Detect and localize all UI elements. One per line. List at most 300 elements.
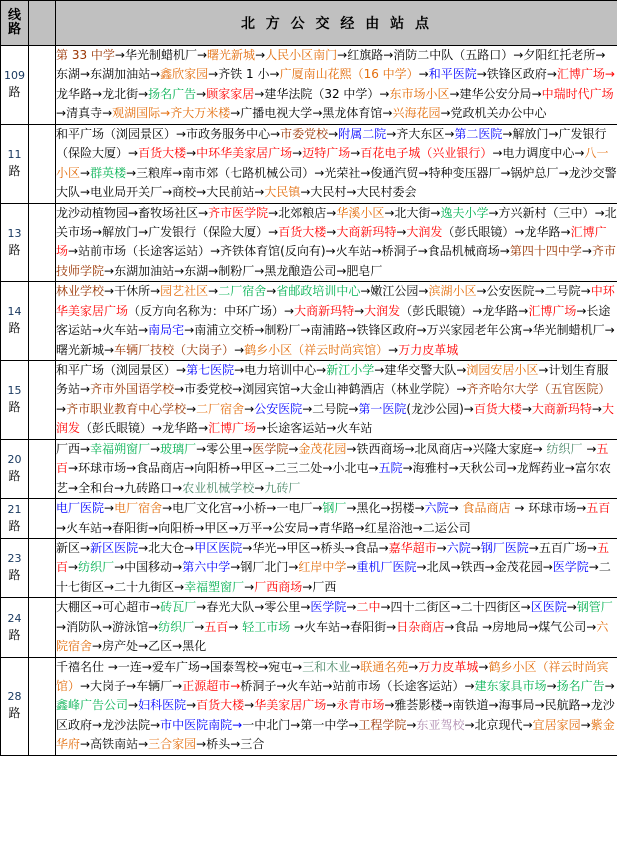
station-name: 第一中学 bbox=[300, 717, 349, 732]
arrow-separator: → bbox=[269, 67, 280, 82]
station-name: 齐市外国语学校 bbox=[90, 382, 175, 397]
station-name: (龙沙公园) bbox=[406, 401, 464, 416]
arrow-separator: → bbox=[198, 205, 209, 220]
station-name: 火车站 bbox=[66, 520, 103, 535]
arrow-separator: → bbox=[580, 698, 591, 713]
route-spacer-cell bbox=[29, 282, 56, 361]
arrow-separator: → bbox=[232, 382, 243, 397]
arrow-separator: → bbox=[368, 461, 379, 476]
arrow-separator: → bbox=[258, 659, 269, 674]
arrow-separator: → bbox=[514, 501, 525, 516]
arrow-separator: → bbox=[300, 323, 311, 338]
arrow-separator: → bbox=[522, 717, 533, 732]
arrow-separator: → bbox=[384, 205, 395, 220]
station-name: 六院宿舍 bbox=[56, 619, 609, 654]
station-sequence bbox=[56, 440, 617, 498]
station-name: （彭氏眼镜） bbox=[80, 421, 153, 436]
arrow-separator: → bbox=[388, 342, 399, 357]
arrow-separator: → bbox=[138, 737, 149, 752]
station-name: 新区 bbox=[56, 540, 81, 555]
route-stations-cell[interactable] bbox=[56, 203, 617, 282]
arrow-separator: → bbox=[255, 48, 266, 62]
station-name: 齐大东区 bbox=[396, 126, 445, 141]
station-name: 大棚区 bbox=[56, 600, 93, 615]
arrow-separator: → bbox=[414, 501, 425, 516]
station-name: 华光制蜡机厂 bbox=[532, 323, 605, 338]
station-name: 二中 bbox=[356, 600, 381, 615]
arrow-separator: → bbox=[174, 579, 185, 594]
station-name: 房地局 bbox=[492, 619, 529, 634]
arrow-separator: → bbox=[476, 284, 487, 299]
station-name: 千禧名仕 bbox=[56, 659, 108, 674]
station-sequence bbox=[56, 658, 617, 755]
arrow-separator: → bbox=[476, 67, 487, 82]
station-name: 五百 bbox=[56, 540, 609, 575]
arrow-separator: → bbox=[150, 600, 161, 615]
arrow-separator: → bbox=[532, 441, 543, 456]
arrow-separator: → bbox=[513, 48, 524, 62]
arrow-separator: → bbox=[288, 560, 299, 575]
station-name: 钢厂 bbox=[322, 501, 347, 516]
station-name: 工程学院 bbox=[358, 717, 407, 732]
arrow-separator: → bbox=[534, 698, 545, 713]
station-name: 附属二院 bbox=[338, 126, 387, 141]
arrow-separator: → bbox=[326, 224, 337, 239]
arrow-separator: → bbox=[184, 461, 195, 476]
arrow-separator: → bbox=[162, 185, 173, 200]
station-name: 解放门 bbox=[512, 126, 549, 141]
arrow-separator: → bbox=[230, 737, 241, 752]
station-name: 扬名广告 bbox=[556, 679, 605, 693]
arrow-separator: → bbox=[266, 501, 277, 516]
station-name: 商校 bbox=[172, 185, 197, 200]
station-name: 东湖加油站 bbox=[114, 263, 175, 278]
arrow-separator: → bbox=[92, 639, 103, 654]
arrow-separator: → bbox=[456, 382, 467, 397]
route-unit: 路 bbox=[8, 568, 21, 583]
arrow-separator: → bbox=[234, 342, 245, 357]
route-number-cell[interactable] bbox=[1, 657, 29, 755]
arrow-separator: → bbox=[270, 126, 281, 141]
station-name: 区医院 bbox=[530, 600, 567, 615]
arrow-separator: → bbox=[292, 146, 303, 161]
station-name: 汇博广场 bbox=[208, 421, 257, 436]
arrow-separator: → bbox=[68, 560, 79, 575]
arrow-separator: → bbox=[292, 659, 303, 674]
arrow-separator: → bbox=[326, 421, 337, 436]
arrow-separator: → bbox=[546, 67, 557, 82]
route-unit: 路 bbox=[8, 706, 21, 721]
station-name: 电厂医院 bbox=[56, 501, 105, 516]
station-name: 第六中学 bbox=[182, 560, 231, 575]
station-name: 九砖路口 bbox=[124, 480, 173, 495]
station-name: 正源超市 bbox=[182, 679, 231, 693]
station-name: 幸福塑窗厂 bbox=[184, 579, 245, 594]
station-name: 海雅村 bbox=[412, 461, 449, 476]
arrow-separator: → bbox=[254, 263, 265, 278]
station-name: 食品商店 bbox=[136, 461, 185, 476]
station-name: 日杂商店 bbox=[396, 619, 445, 634]
station-name: 永青市场 bbox=[336, 698, 385, 713]
station-name: 滨湖小区 bbox=[428, 284, 477, 299]
route-number-cell[interactable] bbox=[1, 499, 29, 539]
station-name: 零公里 bbox=[206, 441, 243, 456]
route-number-cell[interactable] bbox=[1, 598, 29, 657]
arrow-separator: → bbox=[396, 224, 407, 239]
station-name: 桥头 bbox=[206, 737, 231, 752]
station-name: 龙华路 bbox=[482, 303, 519, 318]
station-name: 万平 bbox=[238, 520, 263, 535]
station-name: 红岸中学 bbox=[298, 560, 347, 575]
arrow-separator: → bbox=[354, 520, 365, 535]
route-unit: 路 bbox=[8, 242, 21, 257]
arrow-separator: → bbox=[595, 48, 606, 62]
arrow-separator: → bbox=[284, 303, 295, 318]
arrow-separator: → bbox=[488, 698, 499, 713]
route-number-cell[interactable] bbox=[1, 203, 29, 282]
arrow-separator: → bbox=[68, 480, 79, 495]
station-name: 大商新玛特 bbox=[531, 401, 592, 416]
station-name: 干休所 bbox=[114, 284, 151, 299]
station-name: 大民镇 bbox=[264, 185, 301, 200]
arrow-separator: → bbox=[198, 421, 209, 436]
route-stations-cell[interactable] bbox=[56, 282, 617, 361]
station-name: 中环华美家居广场 bbox=[56, 284, 615, 318]
station-name: 观湖国际 bbox=[112, 106, 161, 121]
route-number-cell[interactable] bbox=[1, 124, 29, 203]
arrow-separator: → bbox=[194, 520, 205, 535]
station-name: 大民村 bbox=[310, 185, 347, 200]
arrow-separator: → bbox=[174, 263, 185, 278]
station-name: 重机厂医院 bbox=[356, 560, 417, 575]
station-name: 春光大队 bbox=[206, 600, 255, 615]
route-unit: 路 bbox=[8, 627, 21, 642]
arrow-separator: → bbox=[290, 382, 301, 397]
route-stations-cell[interactable] bbox=[56, 46, 617, 125]
station-name: 龙华路 bbox=[524, 224, 561, 239]
header-cell-title bbox=[56, 1, 617, 46]
arrow-separator: → bbox=[208, 263, 219, 278]
arrow-separator: → bbox=[194, 619, 205, 634]
station-name: 幸福朔窗厂 bbox=[90, 441, 151, 456]
station-name: 铁西商场 bbox=[356, 441, 405, 456]
station-name: 桥洞子 bbox=[240, 679, 277, 693]
arrow-separator: → bbox=[518, 303, 529, 318]
station-name: 五百 bbox=[586, 501, 611, 516]
arrow-separator: → bbox=[196, 441, 207, 456]
route-number-cell[interactable] bbox=[1, 282, 29, 361]
station-name: 制粉厂 bbox=[264, 323, 301, 338]
station-name: 大民村委会 bbox=[356, 185, 417, 200]
station-name: 厂西商场 bbox=[254, 579, 303, 594]
station-name: 红星浴池 bbox=[364, 520, 413, 535]
station-name: 游泳馆 bbox=[112, 619, 149, 634]
arrow-separator: → bbox=[148, 520, 159, 535]
station-name: 火车站 bbox=[102, 323, 139, 338]
arrow-separator: → bbox=[344, 540, 355, 555]
station-name: 向阳桥 bbox=[194, 461, 231, 476]
arrow-separator: → bbox=[576, 303, 587, 318]
station-name: 大商新玛特 bbox=[336, 224, 397, 239]
station-name: 二厂宿舍 bbox=[196, 401, 245, 416]
arrow-separator: → bbox=[346, 560, 357, 575]
station-name: 广播电视大学 bbox=[240, 106, 313, 121]
station-name: 逸夫小学 bbox=[440, 205, 489, 220]
arrow-separator: → bbox=[348, 717, 359, 732]
arrow-separator: → bbox=[325, 244, 336, 259]
arrow-separator: → bbox=[416, 323, 427, 338]
arrow-separator: → bbox=[254, 600, 265, 615]
arrow-separator: → bbox=[406, 717, 417, 732]
route-spacer-cell bbox=[29, 598, 56, 657]
station-name: 站前市场（长途客运站） bbox=[332, 679, 465, 693]
station-name: 三合 bbox=[240, 737, 265, 752]
station-name: 汇博广场 bbox=[528, 303, 577, 318]
station-name: 龙沙区政府 bbox=[56, 698, 615, 732]
arrow-separator: → bbox=[346, 185, 357, 200]
arrow-separator: → bbox=[141, 659, 152, 674]
route-spacer-cell bbox=[29, 361, 56, 440]
arrow-separator: → bbox=[350, 146, 361, 161]
station-name: 制粉厂 bbox=[218, 263, 255, 278]
station-name: 海事局 bbox=[498, 698, 535, 713]
station-name: 钢管厂 bbox=[576, 600, 613, 615]
arrow-separator: → bbox=[312, 501, 323, 516]
arrow-separator: → bbox=[186, 401, 197, 416]
route-stations-cell[interactable] bbox=[56, 657, 617, 755]
arrow-separator: → bbox=[80, 67, 91, 82]
arrow-separator: → bbox=[470, 540, 481, 555]
station-name: 九砖厂 bbox=[264, 480, 301, 495]
route-number: 23 bbox=[7, 552, 22, 566]
arrow-separator: → bbox=[184, 323, 195, 338]
arrow-separator: → bbox=[448, 501, 459, 516]
station-name: 建东家具市场 bbox=[474, 679, 547, 693]
arrow-separator: → bbox=[107, 659, 118, 674]
station-name: 南浦路 bbox=[310, 323, 347, 338]
station-name: 龙沙动植物园 bbox=[56, 205, 129, 220]
station-name: 火车站 bbox=[286, 679, 323, 693]
station-name: 环球市场 bbox=[78, 461, 127, 476]
station-name: 春阳街 bbox=[112, 520, 149, 535]
arrow-separator: → bbox=[104, 342, 115, 357]
station-name: （彭氏眼镜） bbox=[400, 303, 473, 318]
station-name: 食品机械商场 bbox=[427, 244, 500, 259]
station-name: 消防二中队（五路口） bbox=[393, 48, 514, 62]
station-name: 医学院 bbox=[552, 560, 589, 575]
station-name: 甲区 bbox=[204, 520, 229, 535]
arrow-separator: → bbox=[138, 639, 149, 654]
station-sequence bbox=[56, 499, 617, 538]
arrow-separator: → bbox=[502, 126, 513, 141]
route-number: 11 bbox=[7, 147, 22, 161]
station-name: 清真寺 bbox=[66, 106, 103, 121]
route-number: 21 bbox=[7, 502, 22, 516]
arrow-separator: → bbox=[350, 659, 361, 674]
station-name: 大金山神鹤酒店（林业学院） bbox=[300, 382, 457, 397]
table-row bbox=[1, 203, 617, 282]
station-name: 纺织厂 bbox=[542, 441, 587, 456]
station-name: 二十九街区 bbox=[114, 579, 175, 594]
station-name: 新区医院 bbox=[90, 540, 139, 555]
route-number-cell[interactable] bbox=[1, 439, 29, 498]
arrow-separator: → bbox=[418, 284, 429, 299]
route-stations-cell[interactable] bbox=[56, 538, 617, 597]
station-sequence bbox=[56, 361, 617, 439]
arrow-separator: → bbox=[492, 146, 503, 161]
arrow-separator: → bbox=[384, 698, 395, 713]
station-name: 公安局 bbox=[272, 520, 309, 535]
arrow-separator: → bbox=[228, 619, 239, 634]
station-name: 砖瓦厂 bbox=[160, 600, 197, 615]
arrow-separator: → bbox=[56, 401, 67, 416]
station-name: 汇博广场 bbox=[56, 224, 607, 259]
arrow-separator: → bbox=[322, 461, 333, 476]
station-name: 和平医院 bbox=[428, 67, 477, 82]
route-unit: 路 bbox=[8, 518, 21, 533]
arrow-separator: → bbox=[448, 461, 459, 476]
table-header-row bbox=[1, 1, 617, 46]
route-number: 28 bbox=[7, 690, 22, 704]
arrow-separator: → bbox=[418, 165, 429, 180]
arrow-separator: → bbox=[244, 401, 255, 416]
station-name: 轻工市场 bbox=[238, 619, 295, 634]
arrow-separator: → bbox=[138, 540, 149, 555]
station-sequence bbox=[56, 539, 617, 597]
station-name: 小北屯 bbox=[332, 461, 369, 476]
station-name: 华美家居广场 bbox=[254, 698, 327, 713]
station-name: 纺织厂 bbox=[158, 619, 195, 634]
station-name: 金茂花园 bbox=[494, 560, 543, 575]
arrow-separator: → bbox=[92, 224, 103, 239]
arrow-separator: → bbox=[462, 441, 473, 456]
arrow-separator: → bbox=[92, 323, 103, 338]
arrow-separator: → bbox=[312, 106, 323, 121]
station-name: （彭氏眼镜） bbox=[442, 224, 515, 239]
station-sequence bbox=[56, 282, 617, 360]
arrow-separator: → bbox=[302, 579, 313, 594]
arrow-separator: → bbox=[383, 48, 394, 62]
arrow-separator: → bbox=[322, 679, 333, 693]
arrow-separator: → bbox=[150, 441, 161, 456]
route-stations-cell[interactable] bbox=[56, 361, 617, 440]
station-name: 一连 bbox=[117, 659, 142, 674]
arrow-separator: → bbox=[436, 540, 447, 555]
arrow-separator: → bbox=[242, 540, 253, 555]
station-name: 齐铁体育馆(反向有) bbox=[220, 244, 326, 259]
arrow-separator: → bbox=[264, 461, 275, 476]
station-name: 纺织厂 bbox=[78, 560, 115, 575]
arrow-separator: → bbox=[172, 679, 183, 693]
station-name: 五百 bbox=[204, 619, 229, 634]
station-name: 华光 bbox=[252, 540, 277, 555]
arrow-separator: → bbox=[378, 540, 389, 555]
station-name: 龙沙交警大队 bbox=[56, 165, 617, 200]
arrow-separator: → bbox=[586, 441, 597, 456]
route-stations-cell[interactable] bbox=[56, 598, 617, 657]
arrow-separator: → bbox=[558, 165, 569, 180]
arrow-separator: → bbox=[196, 737, 207, 752]
station-name: 齐齐哈尔大学（五官医院） bbox=[466, 382, 611, 397]
arrow-separator: → bbox=[346, 441, 357, 456]
station-name: 火车站 bbox=[335, 244, 372, 259]
station-name: 华溪小区 bbox=[336, 205, 385, 220]
arrow-separator: → bbox=[499, 244, 510, 259]
station-name: 华光制蜡机厂 bbox=[124, 48, 197, 62]
arrow-separator: → bbox=[268, 205, 279, 220]
arrow-separator: → bbox=[404, 441, 415, 456]
arrow-separator: → bbox=[208, 67, 219, 82]
arrow-separator: → bbox=[80, 679, 91, 693]
station-name: 嘉华超市 bbox=[388, 540, 437, 555]
station-name: 万力皮革城 bbox=[418, 659, 479, 674]
route-number: 15 bbox=[7, 384, 22, 398]
station-name: 天秋公司 bbox=[458, 461, 507, 476]
arrow-separator: → bbox=[172, 480, 183, 495]
station-name: 解放门 bbox=[102, 224, 139, 239]
route-number-cell[interactable] bbox=[1, 361, 29, 440]
arrow-separator: → bbox=[450, 600, 461, 615]
arrow-separator: → bbox=[244, 698, 255, 713]
station-name: 百货大楼 bbox=[138, 146, 187, 161]
arrow-separator: → bbox=[463, 401, 474, 416]
table-row bbox=[1, 361, 617, 440]
station-name: 广厦南山花熙（16 中学） bbox=[279, 67, 419, 82]
station-name: 玻璃厂 bbox=[160, 441, 197, 456]
arrow-separator: → bbox=[162, 501, 173, 516]
station-name: 和平广场（浏园景区） bbox=[56, 363, 177, 377]
arrow-separator: → bbox=[196, 48, 208, 62]
station-name: 嫩江公园 bbox=[370, 284, 419, 299]
arrow-separator: → bbox=[580, 717, 591, 732]
station-name: 公安医院 bbox=[254, 401, 303, 416]
station-name: 六院 bbox=[446, 540, 471, 555]
station-name: 第一医院 bbox=[358, 401, 407, 416]
arrow-separator: → bbox=[326, 205, 337, 220]
arrow-separator: → bbox=[114, 48, 125, 62]
route-number-cell[interactable] bbox=[1, 538, 29, 597]
arrow-separator: → bbox=[172, 560, 183, 575]
route-stations-cell[interactable] bbox=[56, 499, 617, 539]
route-stations-cell[interactable] bbox=[56, 439, 617, 498]
station-name: 拐楼 bbox=[390, 501, 415, 516]
station-name: 食品 bbox=[454, 619, 483, 634]
arrow-separator: → bbox=[380, 501, 391, 516]
arrow-separator: → bbox=[430, 205, 441, 220]
station-name: → bbox=[230, 679, 241, 693]
route-unit: 路 bbox=[8, 85, 21, 100]
station-sequence bbox=[56, 125, 617, 203]
station-name: 电厂文化宫 bbox=[172, 501, 233, 516]
station-name: 大润发 bbox=[364, 303, 401, 318]
arrow-separator: → bbox=[56, 520, 67, 535]
station-name: 二号院 bbox=[312, 401, 349, 416]
arrow-separator: → bbox=[542, 560, 553, 575]
station-name: 俊通汽贸 bbox=[370, 165, 419, 180]
station-name: 建华法院（32 中学） bbox=[264, 86, 380, 101]
route-stations-cell[interactable] bbox=[56, 124, 617, 203]
arrow-separator: → bbox=[464, 717, 475, 732]
station-name: 鹤乡小区（祥云时尚宾馆） bbox=[56, 659, 609, 693]
station-name: 省邮政培训中心 bbox=[276, 284, 361, 299]
station-name: 中环华美家居广场 bbox=[196, 146, 293, 161]
arrow-separator: → bbox=[528, 619, 539, 634]
station-name: 汇博广场 bbox=[556, 67, 605, 82]
route-number-cell[interactable] bbox=[1, 46, 29, 125]
arrow-separator: → bbox=[196, 86, 207, 101]
station-name: 群英楼 bbox=[90, 165, 127, 180]
arrow-separator: → bbox=[104, 501, 115, 516]
